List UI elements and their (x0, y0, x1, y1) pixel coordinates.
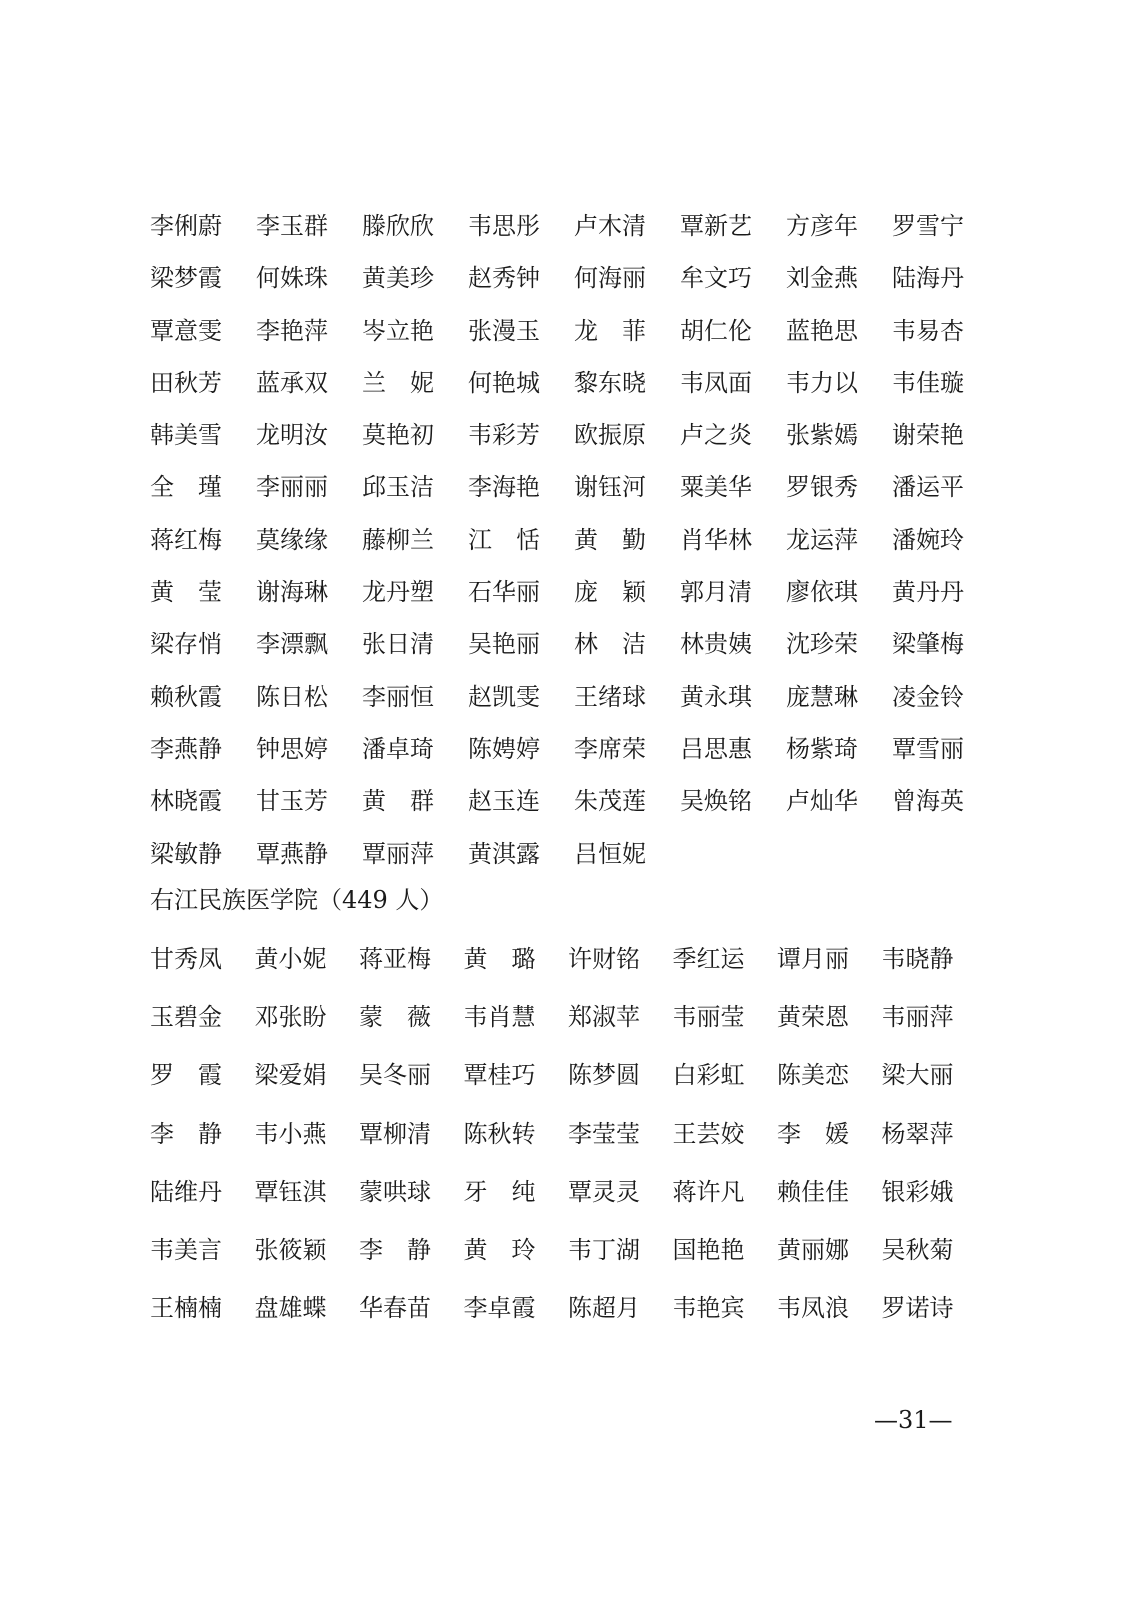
name-entry: 陈娉婷 (468, 734, 540, 763)
name-entry: 欧振原 (574, 421, 646, 450)
name-entry: 陈日松 (256, 682, 328, 711)
name-entry: 庞慧琳 (786, 682, 858, 711)
name-entry: 何艳城 (468, 368, 540, 397)
name-entry: 李 媛 (777, 1119, 849, 1148)
name-entry: 谢海琳 (256, 578, 328, 607)
name-entry: 覃雪丽 (892, 734, 964, 763)
name-entry: 甘秀凤 (150, 945, 222, 973)
name-entry: 郭月清 (680, 578, 752, 607)
name-entry: 卢灿华 (786, 787, 858, 816)
name-row (150, 1005, 986, 1063)
institution-heading: 右江民族医学院（449 人） (150, 886, 444, 914)
name-entry: 方彦年 (786, 212, 858, 240)
name-entry: 黄荣恩 (777, 1003, 849, 1032)
name-entry: 庞 颖 (574, 578, 646, 607)
name-row (150, 368, 998, 423)
name-entry: 国艳艳 (672, 1235, 745, 1264)
name-entry: 黄丽娜 (777, 1235, 849, 1264)
name-entry: 蒙哄球 (359, 1177, 431, 1206)
name-row (150, 1235, 986, 1296)
name-entry: 李 静 (150, 1119, 222, 1148)
name-entry: 吴秋菊 (881, 1235, 954, 1264)
name-entry: 龙 菲 (574, 316, 646, 345)
name-row (150, 580, 998, 632)
name-entry: 韦力以 (786, 368, 858, 397)
name-entry: 覃灵灵 (568, 1177, 640, 1206)
name-entry: 罗银秀 (786, 473, 858, 502)
name-entry: 黎东晓 (574, 368, 646, 397)
name-entry: 蓝承双 (256, 368, 328, 397)
name-entry: 覃钰淇 (254, 1177, 327, 1206)
name-entry: 甘玉芳 (256, 787, 328, 816)
name-entry: 李莹莹 (568, 1119, 640, 1148)
name-entry: 陈美恋 (777, 1061, 849, 1090)
name-entry: 韩美雪 (150, 421, 222, 450)
name-entry: 李玉群 (256, 212, 328, 240)
name-entry: 黄淇露 (468, 839, 540, 868)
name-entry: 赖佳佳 (777, 1177, 849, 1206)
name-entry: 吕思惠 (680, 734, 752, 763)
name-entry: 潘运平 (892, 473, 964, 502)
name-entry: 陆维丹 (150, 1177, 222, 1206)
name-entry: 黄 勤 (574, 525, 646, 554)
name-entry: 李燕静 (150, 734, 222, 763)
name-entry: 韦艳宾 (672, 1294, 745, 1323)
name-entry: 蒋亚梅 (359, 945, 431, 973)
name-row (150, 1177, 986, 1238)
name-entry: 陈超月 (568, 1294, 640, 1323)
name-entry: 梁敏静 (150, 839, 222, 868)
name-entry: 王楠楠 (150, 1294, 222, 1323)
name-row (150, 947, 986, 1005)
name-entry: 牙 纯 (463, 1177, 536, 1206)
name-entry: 韦美言 (150, 1235, 222, 1264)
name-entry: 季红运 (672, 945, 745, 973)
name-entry: 杨紫琦 (786, 734, 858, 763)
name-entry: 郑淑苹 (568, 1003, 640, 1032)
name-entry: 韦凤浪 (777, 1294, 849, 1323)
name-entry: 龙明汝 (256, 421, 328, 450)
name-entry: 王芸姣 (672, 1119, 745, 1148)
name-entry: 黄美珍 (362, 264, 434, 293)
name-entry: 银彩娥 (881, 1177, 954, 1206)
name-entry: 吴艳丽 (468, 630, 540, 659)
name-entry: 蓝艳思 (786, 316, 858, 345)
name-entry: 白彩虹 (672, 1061, 745, 1090)
name-entry: 陈梦圆 (568, 1061, 640, 1090)
name-entry: 朱茂莲 (574, 787, 646, 816)
name-entry: 何姝珠 (256, 264, 328, 293)
name-entry: 蒋许凡 (672, 1177, 745, 1206)
name-entry: 蒋红梅 (150, 525, 222, 554)
name-entry: 肖华林 (680, 525, 752, 554)
name-entry: 兰 妮 (362, 368, 434, 397)
name-entry: 陆海丹 (892, 264, 964, 293)
name-entry: 张筱颖 (254, 1235, 327, 1264)
name-row (150, 525, 998, 580)
name-entry: 潘婉玲 (892, 525, 964, 554)
name-entry: 黄 玲 (463, 1235, 536, 1264)
name-entry: 李俐蔚 (150, 212, 222, 240)
name-entry: 藤柳兰 (362, 525, 434, 554)
name-entry: 廖依琪 (786, 578, 858, 607)
name-entry: 梁肇梅 (892, 630, 964, 659)
name-entry: 梁梦霞 (150, 264, 222, 293)
name-entry: 凌金铃 (892, 682, 964, 711)
name-entry: 韦凤面 (680, 368, 752, 397)
name-entry: 梁存悄 (150, 630, 222, 659)
name-entry: 张日清 (362, 630, 434, 659)
name-entry: 吴焕铭 (680, 787, 752, 816)
name-entry: 蒙 薇 (359, 1003, 431, 1032)
name-entry: 黄 莹 (150, 578, 222, 607)
name-entry: 韦丽莹 (672, 1003, 745, 1032)
name-entry: 谢钰河 (574, 473, 646, 502)
name-entry: 林晓霞 (150, 787, 222, 816)
name-entry: 覃桂巧 (463, 1061, 536, 1090)
name-entry: 陈秋转 (463, 1119, 536, 1148)
name-entry: 石华丽 (468, 578, 540, 607)
page-number: —31— (874, 1406, 953, 1434)
name-row (150, 789, 998, 841)
name-entry: 卢木清 (574, 212, 646, 240)
name-entry: 梁大丽 (881, 1061, 954, 1090)
name-entry: 谢荣艳 (892, 421, 964, 450)
name-entry: 张漫玉 (468, 316, 540, 345)
name-entry: 韦肖慧 (463, 1003, 536, 1032)
name-row (150, 316, 998, 371)
name-entry: 韦佳璇 (892, 368, 964, 397)
name-entry: 赵秀钟 (468, 264, 540, 293)
name-entry: 杨翠萍 (881, 1119, 954, 1148)
name-entry: 吕恒妮 (574, 839, 646, 868)
name-entry: 玉碧金 (150, 1003, 222, 1032)
name-entry: 许财铭 (568, 945, 640, 973)
name-entry: 黄丹丹 (892, 578, 964, 607)
name-entry: 张紫嫣 (786, 421, 858, 450)
name-entry: 黄 群 (362, 787, 434, 816)
name-entry: 赖秋霞 (150, 682, 222, 711)
name-row (150, 214, 998, 266)
name-entry: 梁爱娟 (254, 1061, 327, 1090)
name-entry: 韦思彤 (468, 212, 540, 240)
name-entry: 李 静 (359, 1235, 431, 1264)
name-entry: 韦晓静 (881, 945, 954, 973)
name-entry: 李丽丽 (256, 473, 328, 502)
name-row (150, 266, 998, 318)
name-entry: 沈珍荣 (786, 630, 858, 659)
name-row (150, 475, 998, 527)
name-entry: 曾海英 (892, 787, 964, 816)
name-entry: 黄 璐 (463, 945, 536, 973)
name-entry: 李丽恒 (362, 682, 434, 711)
name-row (150, 632, 998, 684)
name-entry: 王绪球 (574, 682, 646, 711)
name-entry: 林贵姨 (680, 630, 752, 659)
name-entry: 邱玉洁 (362, 473, 434, 502)
name-entry: 田秋芳 (150, 368, 222, 397)
name-entry: 韦彩芳 (468, 421, 540, 450)
name-row (150, 1296, 986, 1354)
name-row (150, 1063, 986, 1121)
name-entry: 潘卓琦 (362, 734, 434, 763)
name-entry: 李卓霞 (463, 1294, 536, 1323)
name-entry: 何海丽 (574, 264, 646, 293)
name-entry: 李海艳 (468, 473, 540, 502)
name-row (150, 734, 998, 789)
name-entry: 赵玉连 (468, 787, 540, 816)
name-entry: 覃丽萍 (362, 839, 434, 868)
name-entry: 黄小妮 (254, 945, 327, 973)
name-row (150, 1119, 986, 1180)
name-entry: 滕欣欣 (362, 212, 434, 240)
name-entry: 莫艳初 (362, 421, 434, 450)
name-entry: 莫缘缘 (256, 525, 328, 554)
name-entry: 邓张盼 (254, 1003, 327, 1032)
name-entry: 岑立艳 (362, 316, 434, 345)
name-entry: 覃意雯 (150, 316, 222, 345)
name-row (150, 423, 998, 475)
name-list-section-1 (150, 214, 998, 894)
name-entry: 李艳萍 (256, 316, 328, 345)
name-entry: 韦小燕 (254, 1119, 327, 1148)
name-entry: 李席荣 (574, 734, 646, 763)
name-entry: 罗雪宁 (892, 212, 964, 240)
name-entry: 覃柳清 (359, 1119, 431, 1148)
name-entry: 谭月丽 (777, 945, 849, 973)
name-entry: 粟美华 (680, 473, 752, 502)
name-entry: 华春苗 (359, 1294, 431, 1323)
name-entry: 全 瑾 (150, 473, 222, 502)
name-entry: 龙丹塑 (362, 578, 434, 607)
name-entry: 韦易杏 (892, 316, 964, 345)
name-entry: 江 恬 (468, 525, 540, 554)
name-entry: 黄永琪 (680, 682, 752, 711)
name-entry: 罗 霞 (150, 1061, 222, 1090)
name-entry: 韦丽萍 (881, 1003, 954, 1032)
name-entry: 赵凯雯 (468, 682, 540, 711)
name-entry: 盘雄蝶 (254, 1294, 327, 1323)
name-entry: 刘金燕 (786, 264, 858, 293)
name-entry: 吴冬丽 (359, 1061, 431, 1090)
name-entry: 覃燕静 (256, 839, 328, 868)
name-entry: 卢之炎 (680, 421, 752, 450)
name-entry: 罗诺诗 (881, 1294, 954, 1323)
name-entry: 胡仁伦 (680, 316, 752, 345)
name-row (150, 682, 998, 737)
name-entry: 韦丁湖 (568, 1235, 640, 1264)
name-entry: 龙运萍 (786, 525, 858, 554)
name-entry: 覃新艺 (680, 212, 752, 240)
name-entry: 李漂飘 (256, 630, 328, 659)
name-list-section-2 (150, 947, 986, 1354)
name-entry: 林 洁 (574, 630, 646, 659)
name-entry: 钟思婷 (256, 734, 328, 763)
name-entry: 牟文巧 (680, 264, 752, 293)
